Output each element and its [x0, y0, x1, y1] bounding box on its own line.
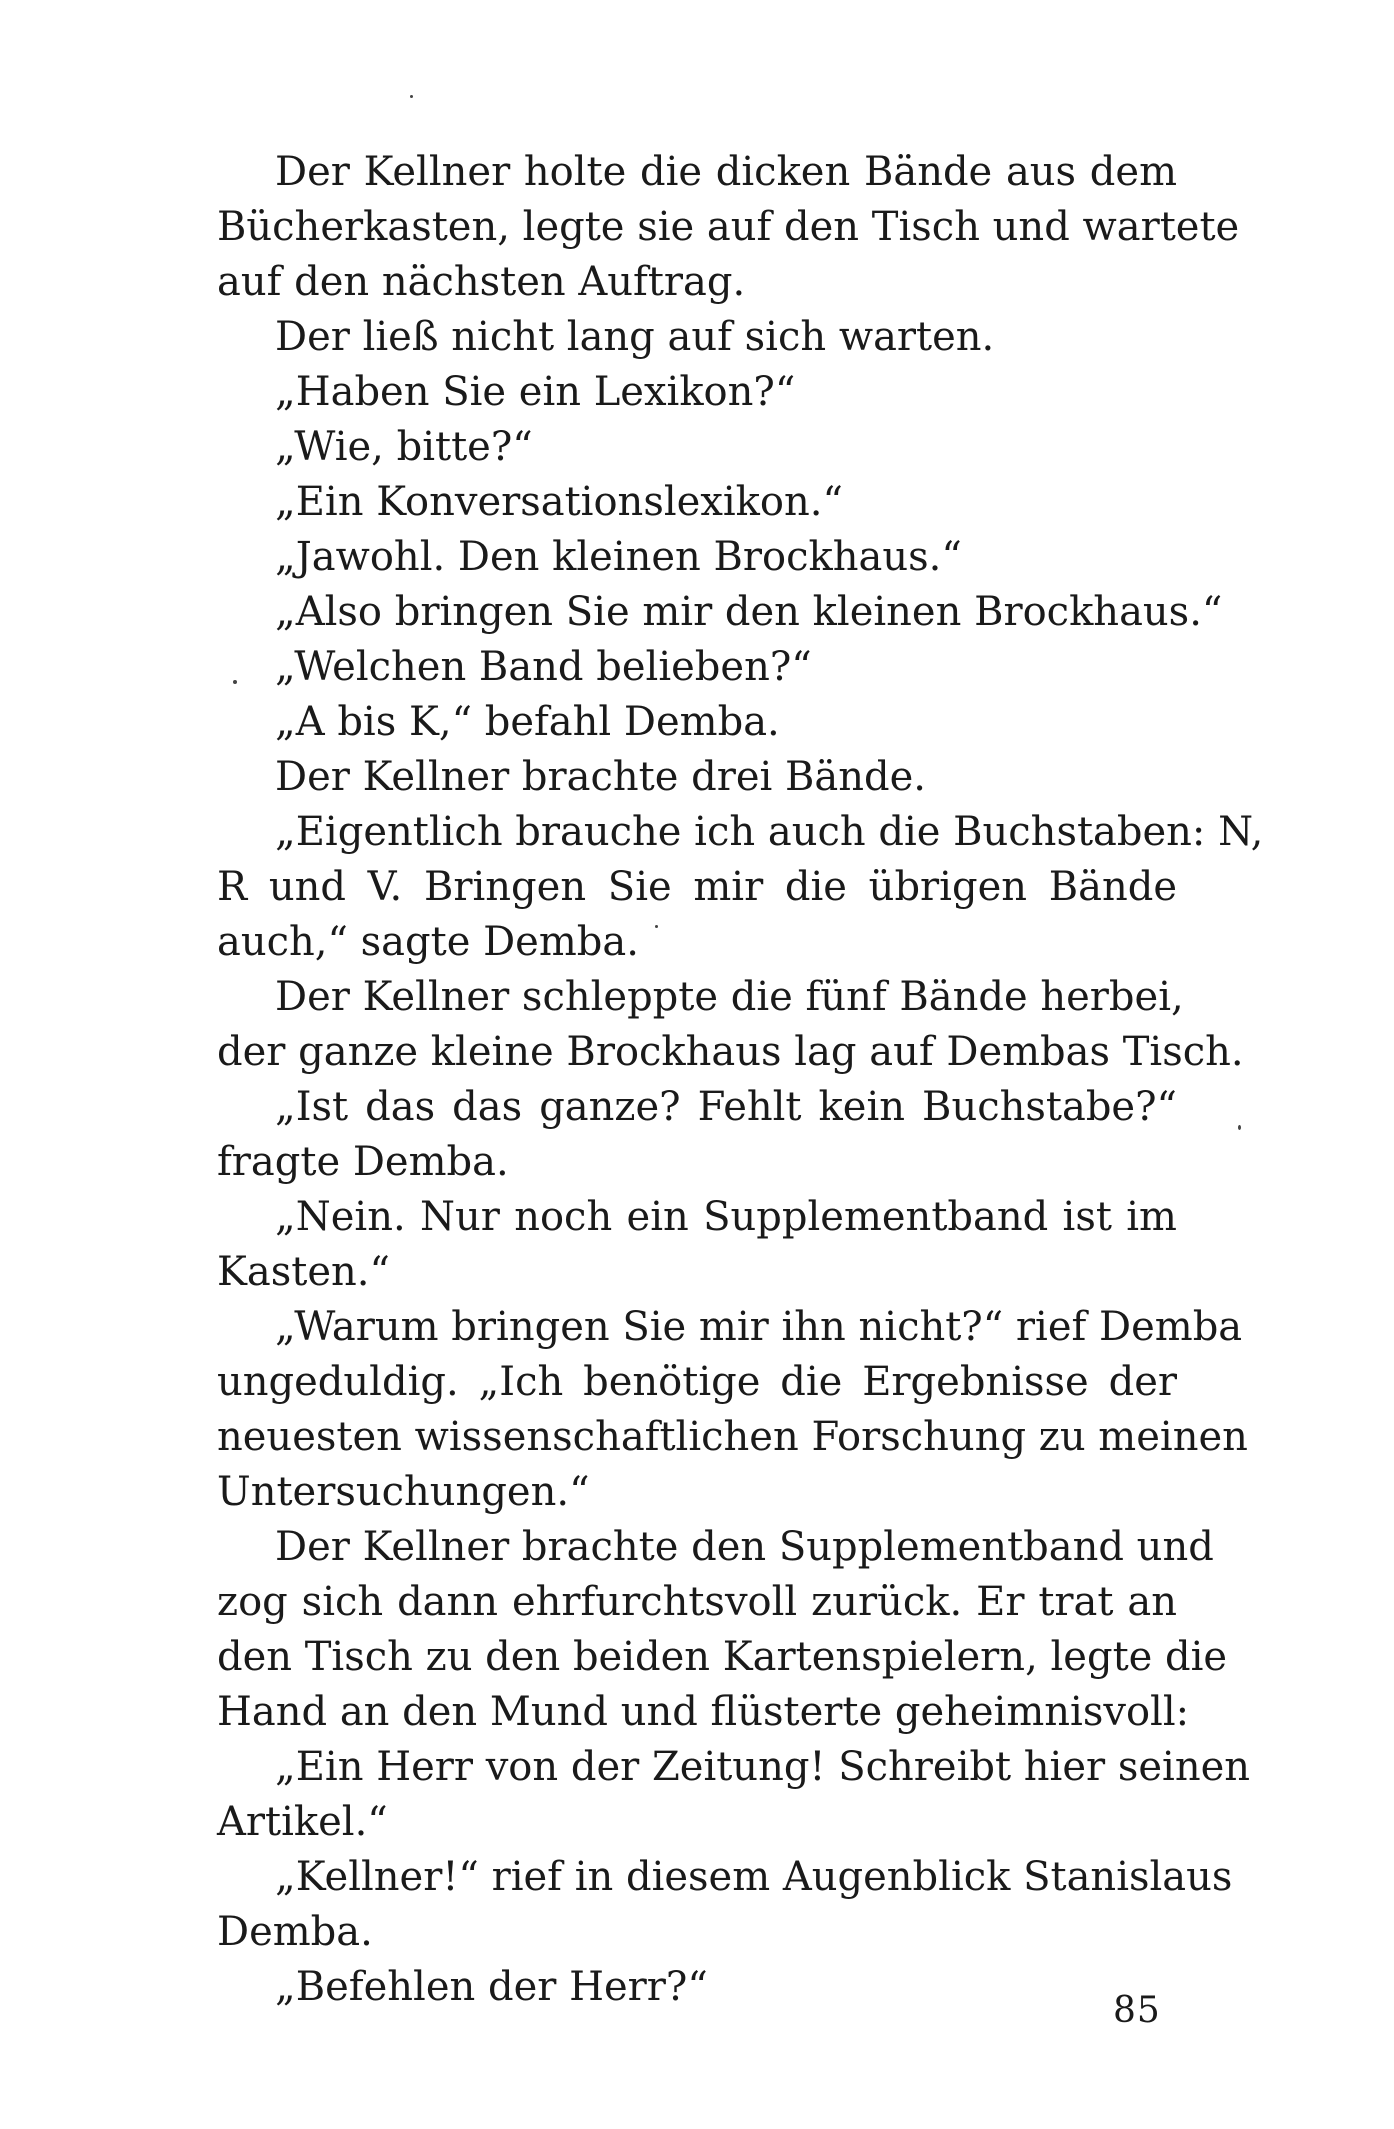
text-line: neuesten wissenschaftlichen Forschung zu meinen — [217, 1414, 1248, 1460]
body-text — [217, 145, 1264, 2015]
page-number: 85 — [1113, 1990, 1161, 2031]
text-line: Der Kellner holte die dicken Bände aus dem — [275, 149, 1177, 195]
text-line: der ganze kleine Brockhaus lag auf Dembas Tisch. — [217, 1029, 1244, 1075]
text-line: „Jawohl. Den kleinen Brockhaus.“ — [275, 534, 962, 580]
text-line: ungeduldig. „Ich benötige die Ergebnisse der — [217, 1359, 1177, 1405]
text-line: „Ein Herr von der Zeitung! Schreibt hier seinen — [275, 1744, 1251, 1790]
text-line: Der Kellner schleppte die fünf Bände herbei, — [275, 974, 1184, 1020]
text-line: fragte Demba. — [217, 1139, 509, 1185]
text-line: zog sich dann ehrfurchtsvoll zurück. Er trat an — [217, 1579, 1177, 1625]
text-line: „Welchen Band belieben?“ — [275, 644, 812, 690]
text-line: Der Kellner brachte drei Bände. — [275, 754, 927, 800]
text-line: Demba. — [217, 1909, 373, 1955]
print-speck — [655, 925, 658, 928]
text-line: „Nein. Nur noch ein Supplementband ist im — [275, 1194, 1177, 1240]
text-line: „Befehlen der Herr?“ — [275, 1964, 708, 2010]
text-line: Artikel.“ — [217, 1799, 388, 1845]
text-line: „A bis K,“ befahl Demba. — [275, 699, 780, 745]
text-line: Der Kellner brachte den Supplementband und — [275, 1524, 1214, 1570]
text-line: R und V. Bringen Sie mir die übrigen Bände — [217, 864, 1177, 910]
text-line: „Also bringen Sie mir den kleinen Brockhaus.“ — [275, 589, 1223, 635]
text-line: „Ein Konversationslexikon.“ — [275, 479, 843, 525]
text-line: „Kellner!“ rief in diesem Augenblick Stanislaus — [275, 1854, 1233, 1900]
text-line: Untersuchungen.“ — [217, 1469, 590, 1515]
text-line: „Warum bringen Sie mir ihn nicht?“ rief Demba — [275, 1304, 1243, 1350]
print-speck — [233, 680, 237, 684]
text-line: Kasten.“ — [217, 1249, 390, 1295]
text-line: auf den nächsten Auftrag. — [217, 259, 746, 305]
text-line: auch,“ sagte Demba. — [217, 919, 639, 965]
text-line: „Eigentlich brauche ich auch die Buchstaben: N, — [275, 809, 1264, 855]
text-line: Hand an den Mund und flüsterte geheimnisvoll: — [217, 1689, 1190, 1735]
print-speck — [1238, 1125, 1241, 1130]
text-line: Der ließ nicht lang auf sich warten. — [275, 314, 995, 360]
text-line: Bücherkasten, legte sie auf den Tisch und wartete — [217, 204, 1240, 250]
text-line: „Ist das das ganze? Fehlt kein Buchstabe?“ — [275, 1084, 1177, 1130]
print-speck — [410, 95, 413, 98]
text-line: den Tisch zu den beiden Kartenspielern, legte die — [217, 1634, 1228, 1680]
text-line: „Haben Sie ein Lexikon?“ — [275, 369, 796, 415]
text-line: „Wie, bitte?“ — [275, 424, 533, 470]
